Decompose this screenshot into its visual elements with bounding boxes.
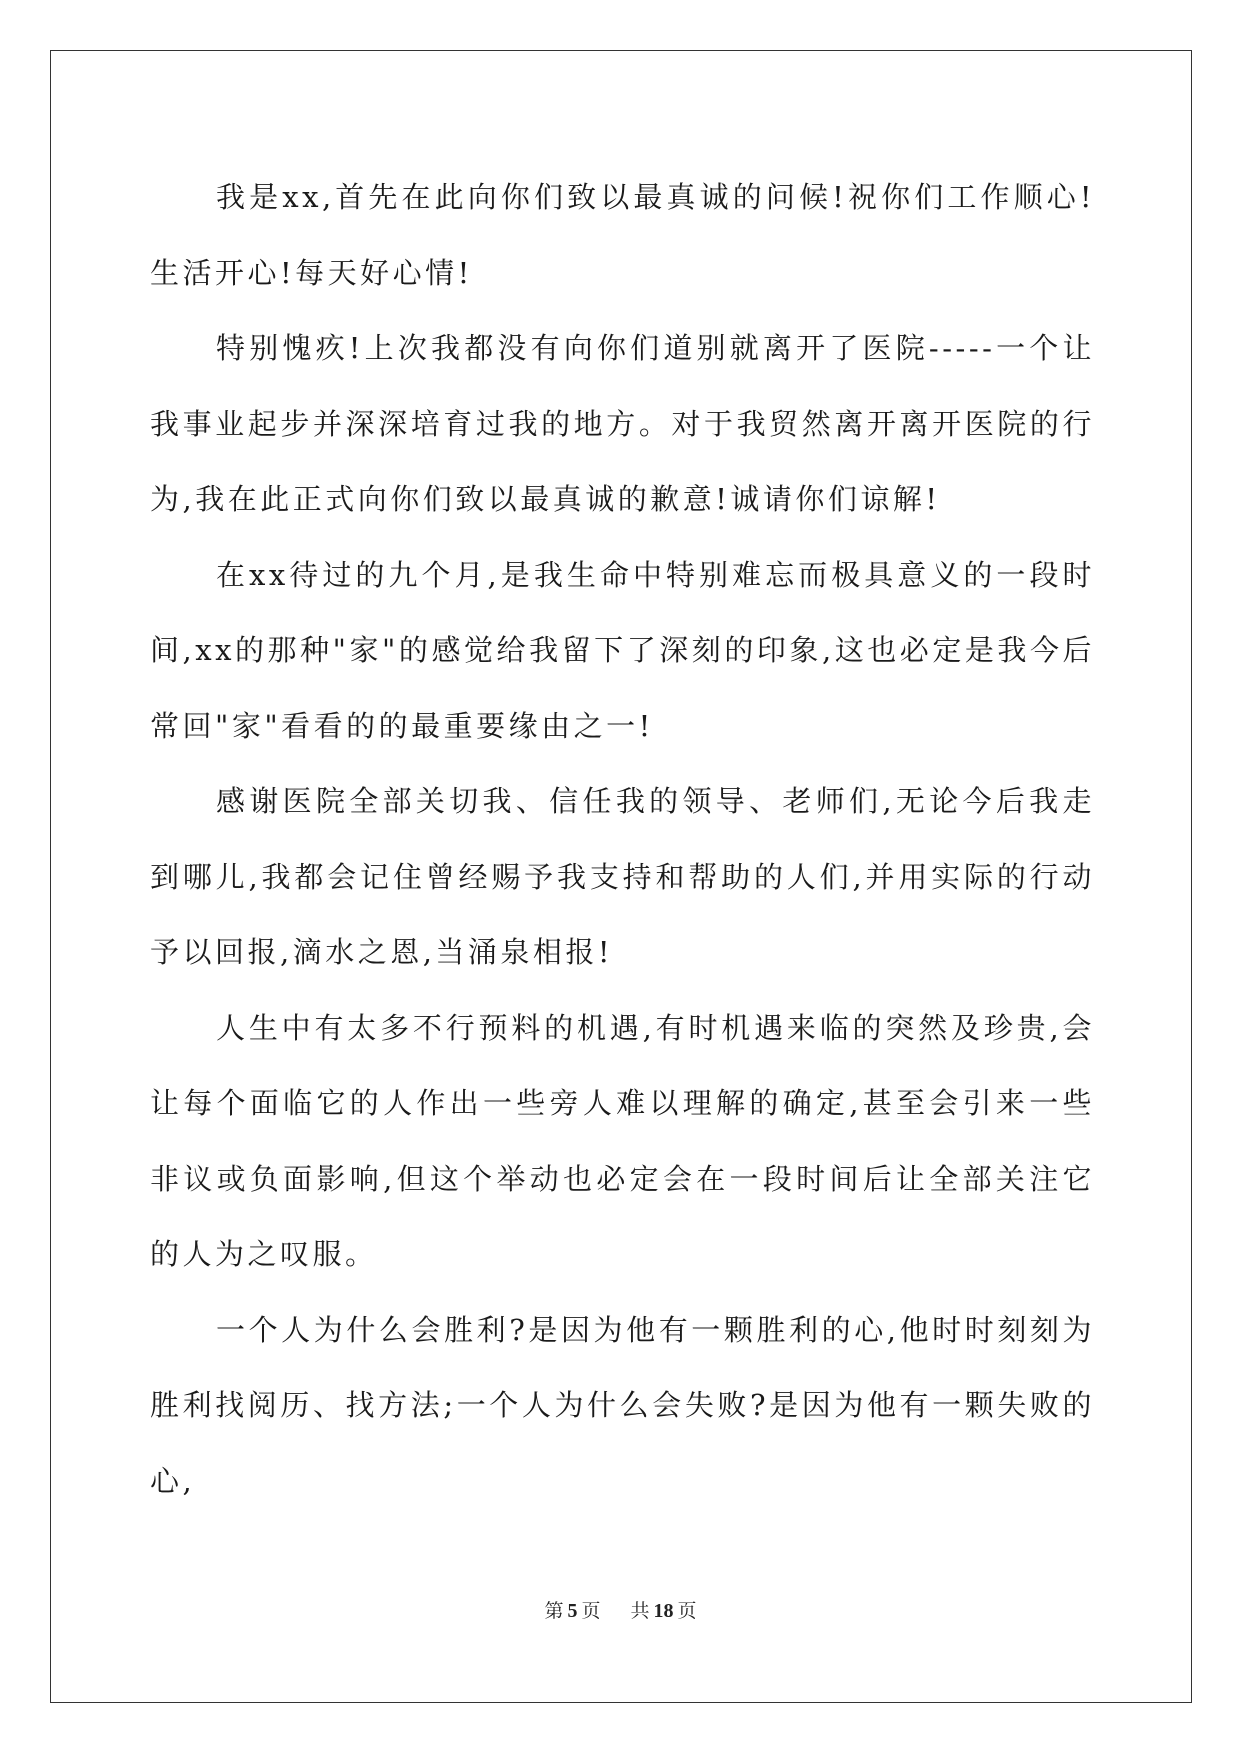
page-number: 5 — [567, 1600, 578, 1622]
total-pages: 18 — [653, 1600, 674, 1622]
paragraph: 我是xx,首先在此向你们致以最真诚的问候!祝你们工作顺心!生活开心!每天好心情! — [150, 180, 1095, 290]
paragraph: 人生中有太多不行预料的机遇,有时机遇来临的突然及珍贵,会让每个面临它的人作出一些旁人难以理解的确定,甚至会引来一些非议或负面影响,但这个举动也必定会在一段时间后让全部关注它的人为之叹服。 — [150, 1010, 1095, 1271]
page-suffix: 页 — [581, 1600, 601, 1622]
paragraph: 一个人为什么会胜利?是因为他有一颗胜利的心,他时时刻刻为胜利找阅历、找方法;一个人为什么会失败?是因为他有一颗失败的心, — [150, 1312, 1095, 1498]
document-body — [150, 160, 1095, 1519]
paragraph: 特别愧疚!上次我都没有向你们道别就离开了医院-----一个让我事业起步并深深培育过我的地方。对于我贸然离开离开医院的行为,我在此正式向你们致以最真诚的歉意!诚请你们谅解! — [150, 331, 1095, 516]
page-prefix: 第 — [544, 1600, 564, 1622]
paragraph: 在xx待过的九个月,是我生命中特别难忘而极具意义的一段时间,xx的那种"家"的感觉给我留下了深刻的印象,这也必定是我今后常回"家"看看的的最重要缘由之一! — [150, 557, 1095, 743]
page-footer — [0, 1596, 1241, 1623]
total-prefix: 共 — [630, 1600, 650, 1622]
paragraph: 感谢医院全部关切我、信任我的领导、老师们,无论今后我走到哪儿,我都会记住曾经赐予我支持和帮助的人们,并用实际的行动予以回报,滴水之恩,当涌泉相报! — [150, 784, 1095, 969]
total-suffix: 页 — [677, 1600, 697, 1622]
